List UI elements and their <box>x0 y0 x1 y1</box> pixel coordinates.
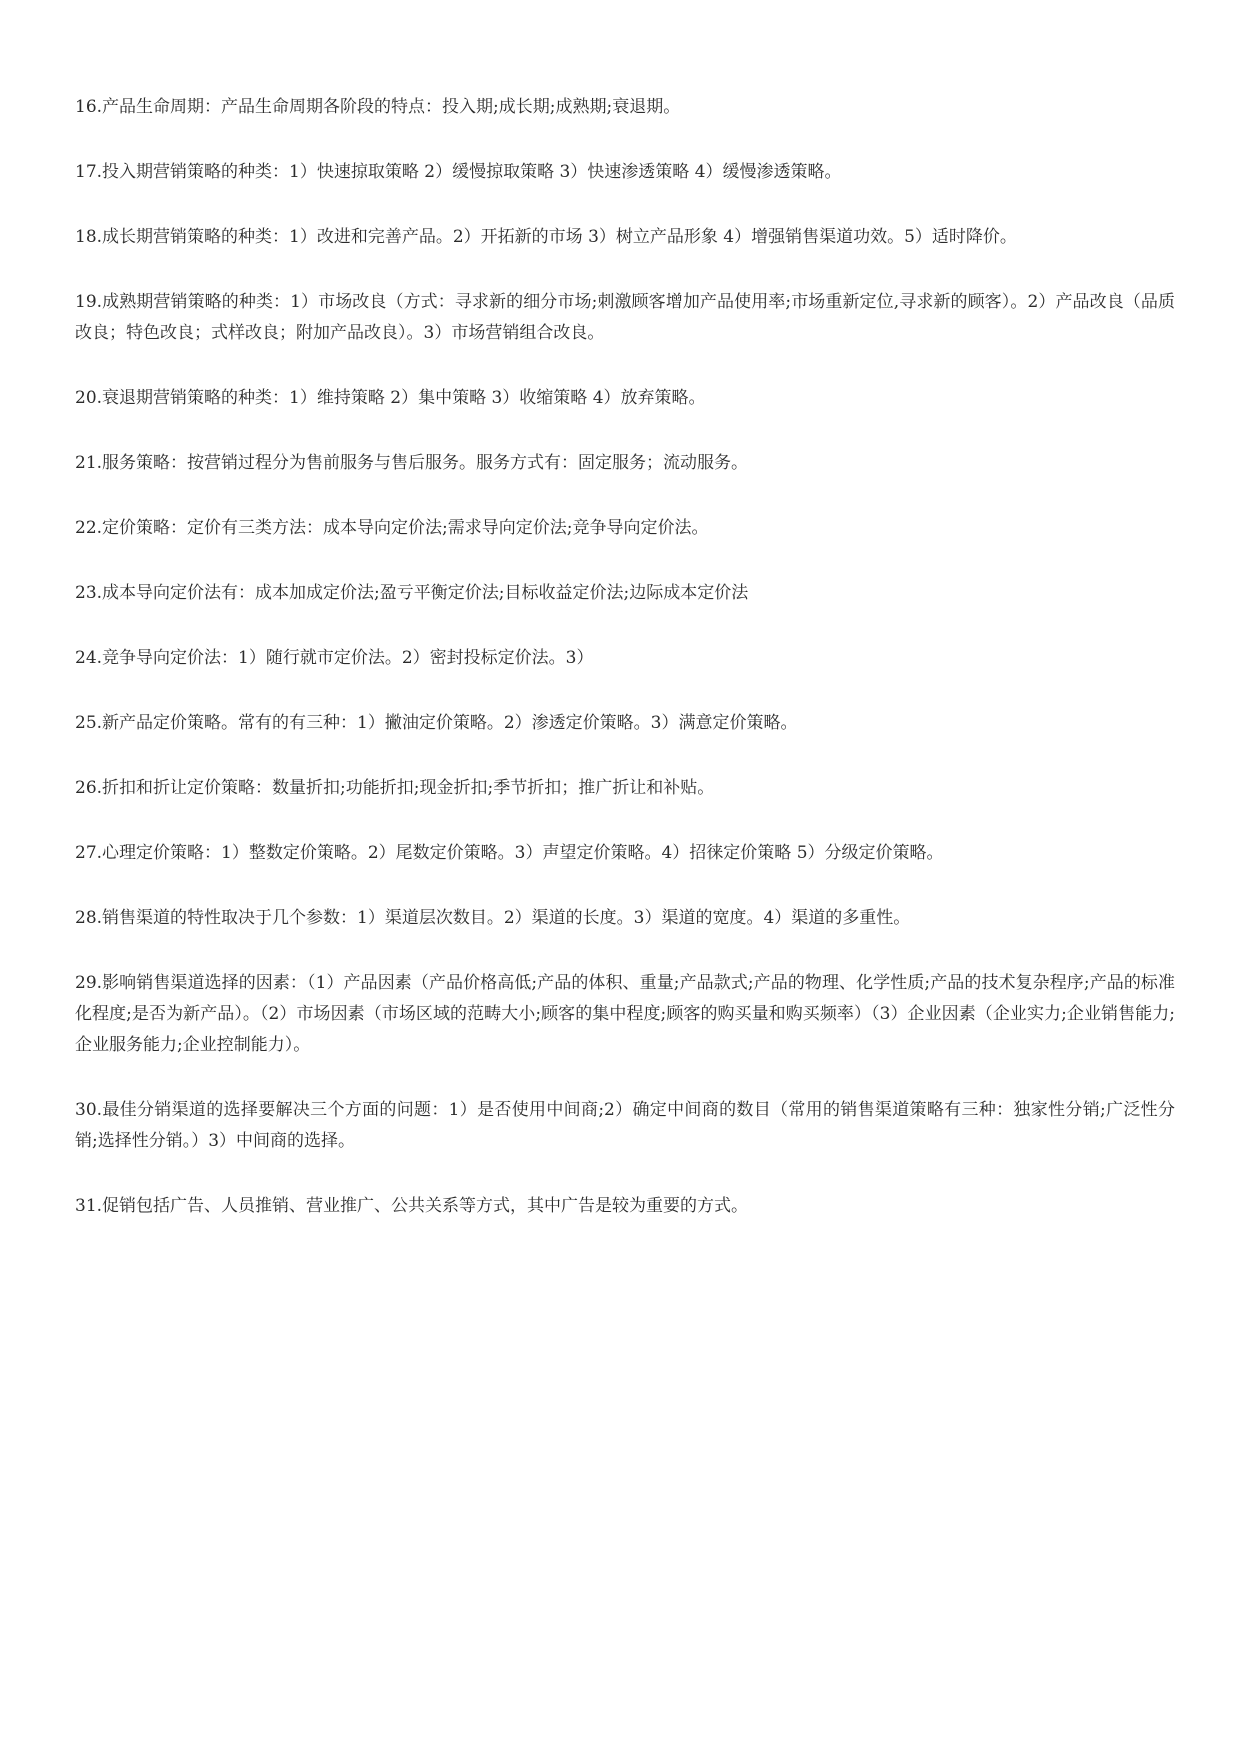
paragraph-30: 30.最佳分销渠道的选择要解决三个方面的问题：1）是否使用中间商;2）确定中间商的数目（常用的销售渠道策略有三种：独家性分销;广泛性分销;选择性分销。）3）中间商的选择。 <box>75 1100 1175 1151</box>
paragraph-27: 27.心理定价策略：1）整数定价策略。2）尾数定价策略。3）声望定价策略。4）招徕定价策略 5）分级定价策略。 <box>75 843 944 863</box>
paragraph-19: 19.成熟期营销策略的种类：1）市场改良（方式：寻求新的细分市场;刺激顾客增加产品使用率;市场重新定位,寻求新的顾客）。2）产品改良（品质改良；特色改良；式样改良；附加产品改良）。3）市场营销组合改良。 <box>75 292 1175 343</box>
paragraph-16: 16.产品生命周期：产品生命周期各阶段的特点：投入期;成长期;成熟期;衰退期。 <box>75 97 681 117</box>
paragraph-22: 22.定价策略：定价有三类方法：成本导向定价法;需求导向定价法;竞争导向定价法。 <box>75 518 709 538</box>
paragraph-21: 21.服务策略：按营销过程分为售前服务与售后服务。服务方式有：固定服务；流动服务。 <box>75 453 749 473</box>
document-body <box>75 92 1175 1256</box>
paragraph-24: 24.竞争导向定价法：1）随行就市定价法。2）密封投标定价法。3） <box>75 648 594 668</box>
paragraph-23: 23.成本导向定价法有：成本加成定价法;盈亏平衡定价法;目标收益定价法;边际成本定价法 <box>75 583 749 603</box>
paragraph-31: 31.促销包括广告、人员推销、营业推广、公共关系等方式，其中广告是较为重要的方式。 <box>75 1196 749 1216</box>
paragraph-18: 18.成长期营销策略的种类：1）改进和完善产品。2）开拓新的市场 3）树立产品形象 4）增强销售渠道功效。5）适时降价。 <box>75 227 1017 247</box>
paragraph-17: 17.投入期营销策略的种类：1）快速掠取策略 2）缓慢掠取策略 3）快速渗透策略 4）缓慢渗透策略。 <box>75 162 842 182</box>
paragraph-29: 29.影响销售渠道选择的因素：（1）产品因素（产品价格高低;产品的体积、重量;产品款式;产品的物理、化学性质;产品的技术复杂程序;产品的标准化程度;是否为新产品）。（2）市场因素（市场区域的范畴大小;顾客的集中程度;顾客的购买量和购买频率）（3）企业因素（企业实力;企业销售能力;企业服务能力;企业控制能力）。 <box>75 973 1175 1055</box>
paragraph-25: 25.新产品定价策略。常有的有三种：1）撇油定价策略。2）渗透定价策略。3）满意定价策略。 <box>75 713 798 733</box>
paragraph-26: 26.折扣和折让定价策略：数量折扣;功能折扣;现金折扣;季节折扣；推广折让和补贴。 <box>75 778 715 798</box>
paragraph-20: 20.衰退期营销策略的种类：1）维持策略 2）集中策略 3）收缩策略 4）放弃策略。 <box>75 388 706 408</box>
paragraph-28: 28.销售渠道的特性取决于几个参数：1）渠道层次数目。2）渠道的长度。3）渠道的宽度。4）渠道的多重性。 <box>75 908 911 928</box>
